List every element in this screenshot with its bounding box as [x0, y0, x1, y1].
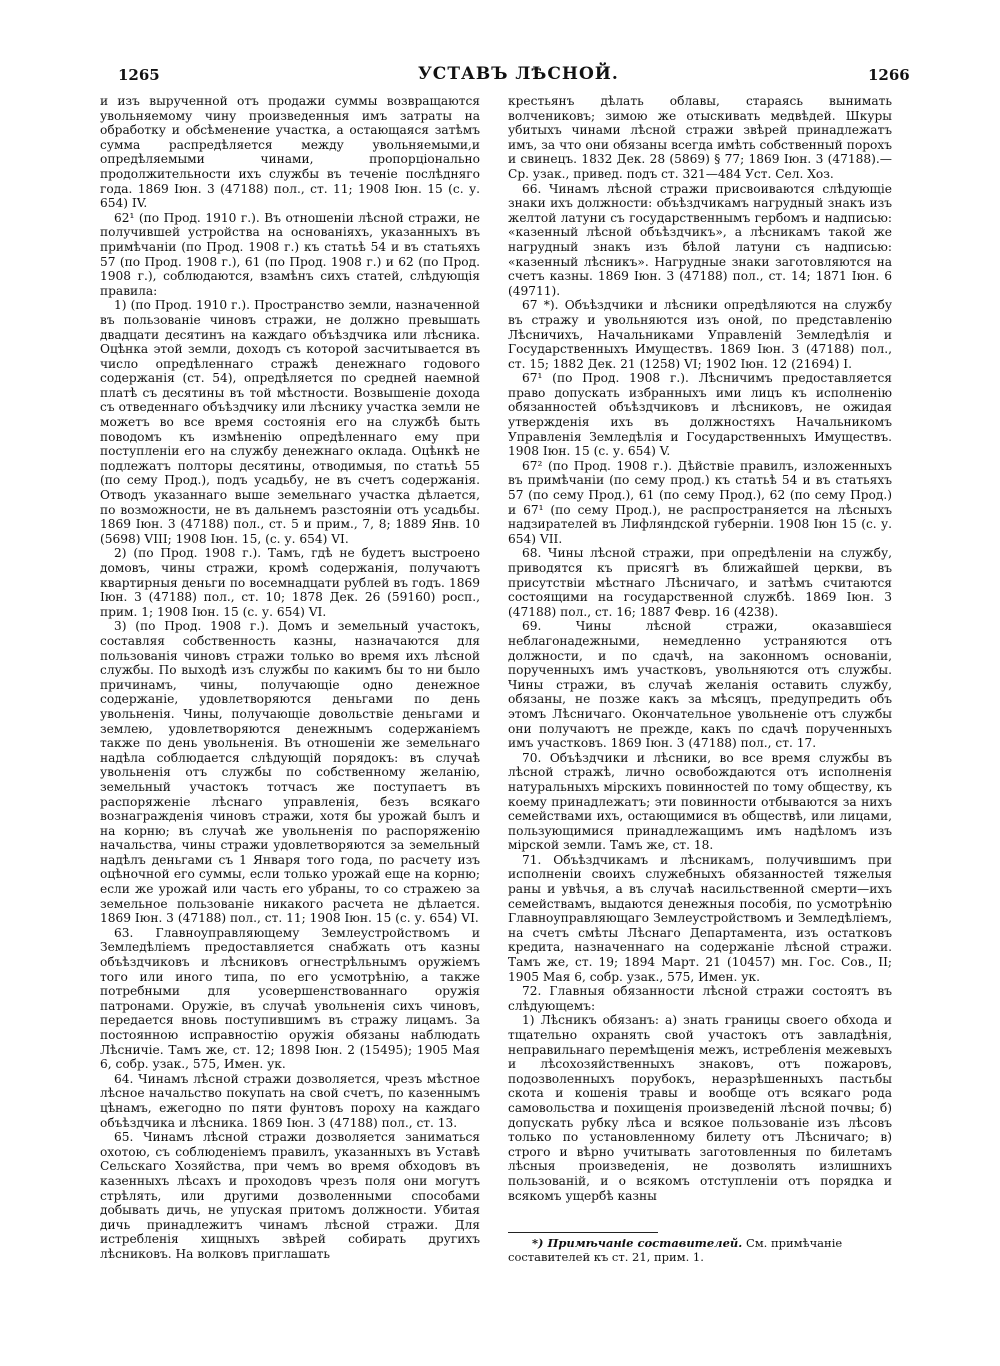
- paragraph: 69. Чины лѣсной стражи, оказавшіеся неблагонадежными, немедленно устраняются отъ должности, и по сдачѣ, на законномъ основаніи, порученныхъ имъ участковъ, увольняются отъ службы. Чины стражи, въ случаѣ желанія оставить службу, обязаны, не позже какъ за мѣсяцъ, предупредить объ этомъ Лѣсничаго. Окончательное увольненіе отъ службы они получаютъ не прежде, какъ по сдачѣ порученныхъ имъ участковъ. 1869 Іюн. 3 (47188) пол., ст. 17.: [508, 619, 892, 751]
- left-text-column: [100, 94, 480, 1284]
- paragraph: 67 *). Объѣздчики и лѣсники опредѣляются на службу въ стражу и увольняются изъ оной, по представленію Лѣсничихъ, Начальниками Управленій Земледѣлія и Государственныхъ Имуществъ. 1869 Іюн. 3 (47188) пол., ст. 15; 1882 Дек. 21 (1258) VI; 1902 Іюн. 12 (21694) I.: [508, 298, 892, 371]
- paragraph: 1) Лѣсникъ обязанъ: а) знать границы своего обхода и тщательно охранять свой участокъ отъ завладѣнія, неправильнаго перемѣщенія межъ, истребленія межевыхъ и лѣсохозяйственныхъ знаковъ, отъ пожаровъ, подозволенныхъ порубокъ, неразрѣшенныхъ пастьбы скота и кошенія травы и вообще отъ всякаго рода самовольства и похищенія произведеній лѣсной почвы; б) допускать рубку лѣса и всякое пользованіе изъ лѣсовъ только по установленному билету отъ Лѣсничаго; в) строго и вѣрно учитывать заготовленныя по билетамъ лѣсныя произведенія, не дозволять излишнихъ пользованій, и о всякомъ отступленіи отъ порядка и всякомъ ущербѣ казны: [508, 1013, 892, 1203]
- paragraph: 71. Объѣздчикамъ и лѣсникамъ, получившимъ при исполненіи своихъ служебныхъ обязанностей тяжелыя раны и увѣчья, а въ случаѣ насильственной смерти—ихъ семействамъ, выдаются денежныя пособія, по усмотрѣнію Главноуправляющаго Землеустройствомъ и Земледѣліемъ, на счетъ смѣты Лѣснаго Департамента, изъ остатковъ кредита, назначеннаго на содержаніе лѣсной стражи. Тамъ же, ст. 19; 1894 Март. 21 (10457) мн. Гос. Сов., II; 1905 Мая 6, собр. узак., 575, Имен. ук.: [508, 852, 892, 984]
- footnote-text: См. примѣчаніе составителей къ ст. 21, прим. 1.: [508, 1236, 843, 1264]
- paragraph: 2) (по Прод. 1908 г.). Тамъ, гдѣ не будетъ выстроено домовъ, чины стражи, кромѣ содержанія, получаютъ квартирныя деньги по восемнадцати рублей въ годъ. 1869 Іюн. 3 (47188) пол., ст. 10; 1878 Дек. 26 (59160) росп., прим. 1; 1908 Іюн. 15 (с. у. 654) VI.: [100, 546, 480, 619]
- paragraph: 67² (по Прод. 1908 г.). Дѣйствіе правилъ, изложенныхъ въ примѣчаніи (по сему прод.) къ статьѣ 54 и въ статьяхъ 57 (по сему Прод.), 61 (по сему Прод.), 62 (по сему Прод.) и 67¹ (по сему Прод.), не распространяется на лѣсныхъ надзирателей въ Лифляндской губерніи. 1908 Іюн 15 (с. у. 654) VII.: [508, 458, 892, 546]
- page-number-right: 1266: [868, 66, 910, 84]
- paragraph: 64. Чинамъ лѣсной стражи дозволяется, чрезъ мѣстное лѣсное начальство покупать на свой счетъ, по казеннымъ цѣнамъ, ежегодно по пяти фунтовъ пороху на каждаго объѣздчика и лѣсника. 1869 Іюн. 3 (47188) пол., ст. 13.: [100, 1071, 480, 1130]
- running-title: УСТАВЪ ЛѢСНОЙ.: [418, 64, 619, 84]
- paragraph: 67¹ (по Прод. 1908 г.). Лѣсничимъ предоставляется право допускать избранныхъ ими лицъ къ исполненію обязанностей объѣздчиковъ и лѣсниковъ, не ожидая утвержденія ихъ въ должностяхъ Начальникомъ Управленія Земледѣлія и Государственныхъ Имуществъ. 1908 Іюн. 15 (с. у. 654) V.: [508, 371, 892, 459]
- paragraph: 70. Объѣздчики и лѣсники, во все время службы въ лѣсной стражѣ, лично освобождаются отъ исполненія натуральныхъ мірскихъ повинностей по тому обществу, къ коему принадлежатъ; эти повинности отбываются за нихъ семействами ихъ, остающимися въ обществѣ, или лицами, пользующимися принадлежащимъ имъ надѣломъ изъ мірской земли. Тамъ же, ст. 18.: [508, 750, 892, 853]
- paragraph: 3) (по Прод. 1908 г.). Домъ и земельный участокъ, составляя собственность казны, назначаются для пользованія чиновъ стражи только во время ихъ лѣсной службы. По выходѣ изъ службы по какимъ бы то ни было причинамъ, чины, получающіе одно денежное содержаніе, удовлетворяются деньгами по день увольненія. Чины, получающіе довольствіе деньгами и землею, удовлетворяются денежнымъ содержаніемъ также по день увольненія. Въ отношеніи же земельнаго надѣла соблюдается слѣдующій порядокъ: въ случаѣ увольненія отъ службы по собственному желанію, земельный участокъ тотчасъ же поступаетъ въ распоряженіе лѣснаго управленія, безъ всякаго вознагражденія чиновъ стражи, хотя бы урожай былъ и на корню; въ случаѣ же увольненія по распоряженію начальства, чины стражи удовлетворяются за земельный надѣлъ деньгами съ 1 Января того года, по расчету изъ оцѣночной его суммы, если только урожай еще на корню; если же урожай или часть его убраны, то со стражею за земельное пользованіе никакого расчета не дѣлается. 1869 Іюн. 3 (47188) пол., ст. 11; 1908 Іюн. 15 (с. у. 654) VI.: [100, 619, 480, 926]
- paragraph: 1) (по Прод. 1910 г.). Пространство земли, назначенной въ пользованіе чиновъ стражи, не должно превышать двадцати десятинъ на каждаго объѣздчика или лѣсника. Оцѣнка этой земли, доходъ съ которой засчитывается въ число опредѣленнаго стражѣ денежнаго годового содержанія (ст. 54), опредѣляется по средней наемной платѣ съ десятины въ той мѣстности. Возвышеніе дохода съ отведеннаго объѣздчику или лѣснику участка земли не можетъ во все время состоянія его на службѣ быть поводомъ къ измѣненію опредѣленнаго ему при поступленіи его на службу денежнаго оклада. Оцѣнкѣ не подлежатъ полторы десятины, отводимыя, по статьѣ 55 (по сему Прод.), подъ усадьбу, не въ счетъ содержанія. Отводъ указаннаго выше земельнаго участка дѣлается, по возможности, не въ дальнемъ разстояніи отъ усадьбы. 1869 Іюн. 3 (47188) пол., ст. 5 и прим., 7, 8; 1889 Янв. 10 (5698) VIII; 1908 Іюн. 15, (с. у. 654) VI.: [100, 298, 480, 546]
- footnote: [508, 1236, 892, 1264]
- paragraph: 65. Чинамъ лѣсной стражи дозволяется заниматься охотою, съ соблюденіемъ правилъ, указанныхъ въ Уставѣ Сельскаго Хозяйства, при чемъ во время обходовъ въ казенныхъ лѣсахъ и проходовъ чрезъ поля они могутъ стрѣлять, или другими дозволенными способами добывать дичь, не упуская притомъ должности. Убитая дичь принадлежитъ чинамъ лѣсной стражи. Для истребленія хищныхъ звѣрей собирать другихъ лѣсниковъ. На волковъ приглашать: [100, 1130, 480, 1261]
- paragraph: 66. Чинамъ лѣсной стражи присвоиваются слѣдующіе знаки ихъ должности: объѣздчикамъ нагрудный знакъ изъ желтой латуни съ государственнымъ гербомъ и надписью: «казенный лѣсной объѣздчикъ», а лѣсникамъ такой же нагрудный знакъ изъ бѣлой латуни съ надписью: «казенный лѣсникъ». Нагрудные знаки заготовляются на счетъ казны. 1869 Іюн. 3 (47188) пол., ст. 14; 1871 Іюн. 6 (49711).: [508, 181, 892, 298]
- right-text-column: [508, 94, 892, 1224]
- page-number-left: 1265: [118, 66, 160, 84]
- footnote-label: *) Примѣчаніе составителей.: [532, 1236, 743, 1250]
- paragraph: 63. Главноуправляющему Землеустройствомъ и Земледѣліемъ предоставляется снабжать отъ казны объѣздчиковъ и лѣсниковъ огнестрѣльнымъ оружіемъ того или иного типа, по его усмотрѣнію, а также потребными для усовершенствованнаго оружія патронами. Оружіе, въ случаѣ увольненія сихъ чиновъ, передается вновь поступившимъ въ стражу лицамъ. За постоянною исправностію оружія обязаны наблюдать Лѣсничіе. Тамъ же, ст. 12; 1898 Іюн. 2 (15495); 1905 Мая 6, собр. узак., 575, Имен. ук.: [100, 925, 480, 1072]
- paragraph: крестьянъ дѣлать облавы, стараясь вынимать волчениковъ; зимою же отыскивать медвѣдей. Шкуры убитыхъ чинами лѣсной стражи звѣрей принадлежатъ имъ, за что они обязаны всегда имѣть собственный порохъ и свинецъ. 1832 Дек. 28 (5869) § 77; 1869 Іюн. 3 (47188).—Ср. узак., привед. подъ ст. 321—484 Уст. Сел. Хоз.: [508, 94, 892, 181]
- paragraph: 68. Чины лѣсной стражи, при опредѣленіи на службу, приводятся къ присягѣ въ ближайшей церкви, въ присутствіи мѣстнаго Лѣсничаго, и затѣмъ считаются состоящими на государственной службѣ. 1869 Іюн. 3 (47188) пол., ст. 16; 1887 Февр. 16 (4238).: [508, 546, 892, 619]
- paragraph: 72. Главныя обязанности лѣсной стражи состоятъ въ слѣдующемъ:: [508, 984, 892, 1013]
- footnote-divider: [508, 1232, 658, 1233]
- paragraph: 62¹ (по Прод. 1910 г.). Въ отношеніи лѣсной стражи, не получившей устройства на основаніяхъ, указанныхъ въ примѣчаніи (по Прод. 1908 г.) къ статьѣ 54 и въ статьяхъ 57 (по Прод. 1908 г.), 61 (по Прод. 1908 г.) и 62 (по Прод. 1908 г.), соблюдаются, взамѣнъ сихъ статей, слѣдующія правила:: [100, 210, 480, 298]
- paragraph: и изъ вырученной отъ продажи суммы возвращаются увольняемому чину произведенныя имъ затраты на обработку и обсѣменение участка, а остающаяся затѣмъ сумма распредѣляется между увольняемыми,и опредѣляемыми чинами, пропорціонально продолжительности ихъ службы въ теченіе послѣдняго года. 1869 Іюн. 3 (47188) пол., ст. 11; 1908 Іюн. 15 (с. у. 654) IV.: [100, 94, 480, 211]
